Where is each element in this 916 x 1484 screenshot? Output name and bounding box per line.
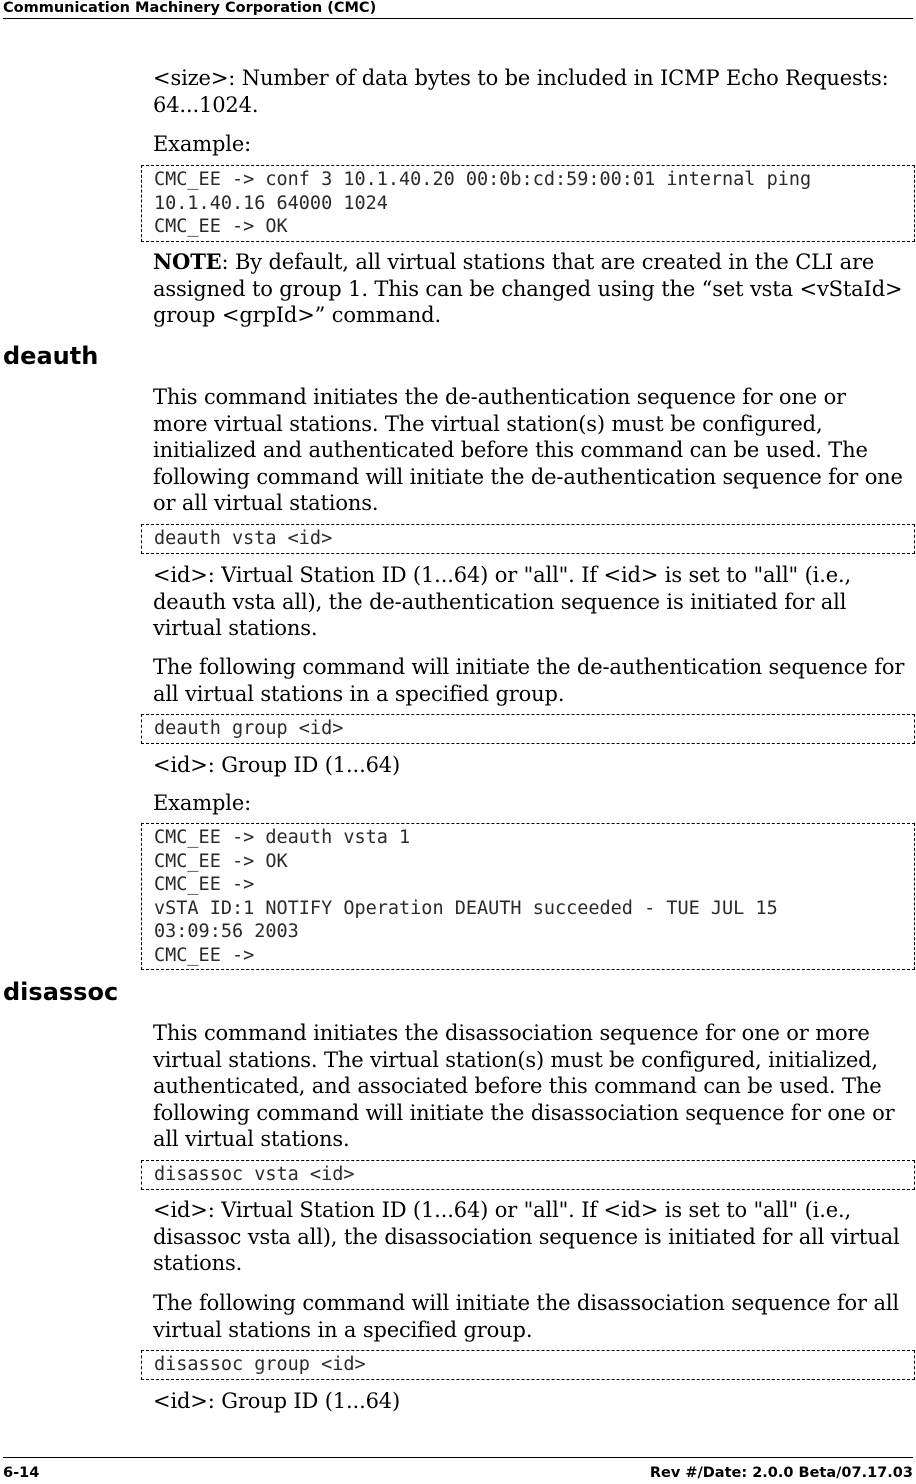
running-footer bbox=[3, 1457, 913, 1484]
code-line: CMC_EE -> conf 3 10.1.40.20 00:0b:cd:59:00:01 internal ping bbox=[154, 169, 812, 190]
running-header bbox=[3, 0, 913, 19]
disassoc-group-command bbox=[141, 1350, 915, 1380]
code-line: deauth vsta <id> bbox=[154, 528, 333, 549]
disassoc-heading: disassoc bbox=[3, 978, 119, 1006]
disassoc-group-description: <id>: Group ID (1...64) bbox=[153, 1389, 401, 1413]
deauth-example-code-block bbox=[141, 823, 915, 970]
code-line: 10.1.40.16 64000 1024 bbox=[154, 192, 388, 214]
code-line: disassoc group <id> bbox=[154, 1354, 366, 1375]
disassoc-vsta-description: <id>: Virtual Station ID (1...64) or "all". If <id> is set to "all" (i.e., disassoc vsta all), the disassociation sequence is initiated for all virtual stations. bbox=[153, 1198, 900, 1276]
page-number: 6-14 bbox=[3, 1465, 40, 1481]
disassoc-group-intro: The following command will initiate the disassociation sequence for all virtual stations in a specified group. bbox=[153, 1291, 899, 1342]
disassoc-vsta-command bbox=[141, 1160, 915, 1190]
deauth-group-command bbox=[141, 714, 915, 744]
code-line: CMC_EE -> bbox=[154, 874, 255, 895]
example-label: Example: bbox=[153, 132, 252, 156]
code-line: CMC_EE -> bbox=[154, 944, 255, 966]
deauth-group-intro: The following command will initiate the de-authentication sequence for all virtual stations in a specified group. bbox=[153, 655, 905, 706]
revision-date: Rev #/Date: 2.0.0 Beta/07.17.03 bbox=[649, 1465, 913, 1481]
code-line: vSTA ID:1 NOTIFY Operation DEAUTH succeeded - TUE JUL 15 bbox=[154, 897, 778, 919]
code-line: CMC_EE -> OK bbox=[154, 850, 288, 872]
deauth-example-label: Example: bbox=[153, 791, 252, 815]
deauth-vsta-command bbox=[141, 524, 915, 554]
deauth-intro: This command initiates the de-authentication sequence for one or more virtual stations. The virtual station(s) must be configured, initialized and authenticated before this command can be used. The following command will initiate the de-authentication sequence for one or all virtual stations. bbox=[153, 385, 903, 516]
code-line: disassoc vsta <id> bbox=[154, 1164, 355, 1185]
note-paragraph bbox=[153, 249, 905, 329]
header-title: Communication Machinery Corporation (CMC) bbox=[3, 0, 377, 16]
note-label: NOTE bbox=[153, 249, 222, 274]
disassoc-intro: This command initiates the disassociation sequence for one or more virtual stations. The virtual station(s) must be configured, initialized, authenticated, and associated before this command can be used. The following command will initiate the disassociation sequence for one or all virtual stations. bbox=[153, 1021, 895, 1152]
deauth-heading: deauth bbox=[3, 342, 99, 370]
deauth-vsta-description: <id>: Virtual Station ID (1...64) or "all". If <id> is set to "all" (i.e., deauth vsta all), the de-authentication sequence is initiated for all virtual stations. bbox=[153, 563, 852, 641]
size-description: <size>: Number of data bytes to be included in ICMP Echo Requests: 64...1024. bbox=[153, 66, 889, 117]
code-line: CMC_EE -> OK bbox=[154, 216, 288, 237]
code-line: deauth group <id> bbox=[154, 718, 344, 739]
ping-example-code-block bbox=[141, 165, 915, 242]
deauth-group-description: <id>: Group ID (1...64) bbox=[153, 753, 401, 777]
note-text: : By default, all virtual stations that are created in the CLI are assigned to group 1. This can be changed using the “set vsta <vStaId> group <grpId>” command. bbox=[153, 250, 903, 328]
code-line: CMC_EE -> deauth vsta 1 bbox=[154, 827, 411, 848]
code-line: 03:09:56 2003 bbox=[154, 921, 299, 942]
